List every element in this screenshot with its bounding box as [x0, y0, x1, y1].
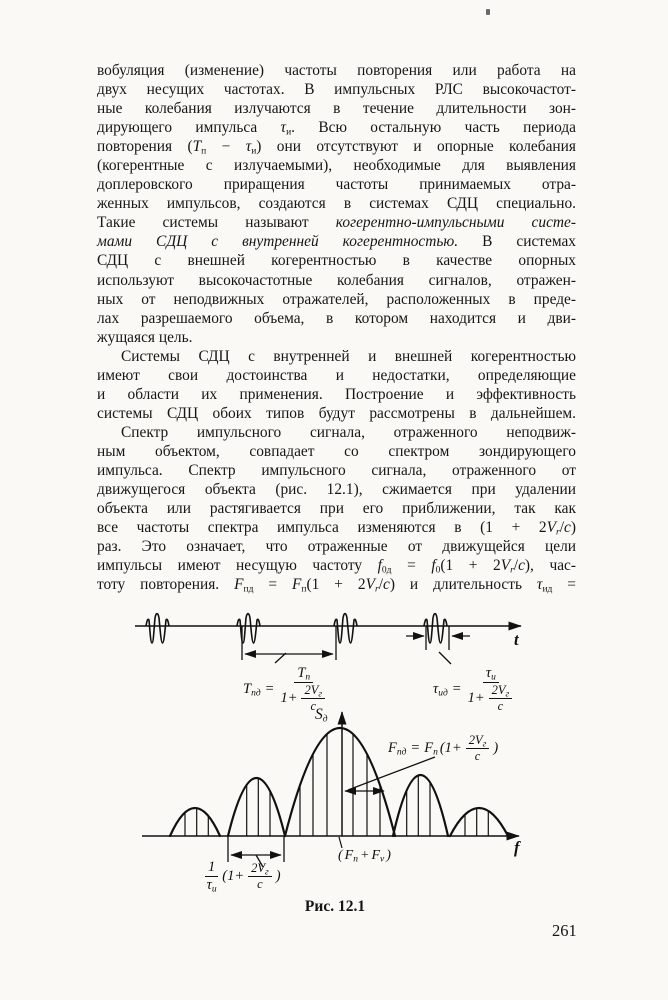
text-block	[97, 61, 576, 594]
text-line: объекта или растягивается при его приближении, так как	[97, 500, 576, 518]
page-number: 261	[552, 921, 577, 940]
text-line: вобуляция (изменение) частоты повторения или работа на	[97, 62, 576, 79]
line-label-leader	[339, 837, 342, 848]
text-line: Спектр импульсного сигнала, отраженного неподвиж-	[121, 423, 576, 441]
text-line: двух несущих частотах. В импульсных РЛС высокочастот-	[97, 81, 576, 99]
tau-formula: $\tau_{ид}$ = $\tau_и$ 1+ $2V_г$ c	[433, 666, 516, 713]
figure-12-1	[105, 606, 575, 922]
text-line: СДЦ с внешней когерентностью в качестве опорных	[97, 252, 576, 270]
text-line: Такие системы называют когерентно-импульсными систе-	[97, 214, 576, 232]
text-line: ные колебания излучаются в течение длительности зон-	[97, 100, 576, 118]
line-spacing-label: ( $F_п$ + $F_v$ )	[338, 848, 391, 865]
text-line: импульсы имеют несущую частоту $f_{0д} = f_0(1 + 2V_r/c)$, час-	[97, 557, 576, 576]
text-line: используют высокочастотные колебания сигналов, отражен-	[97, 271, 576, 289]
lobe-width-ticks	[228, 836, 284, 862]
text-line: импульса. Спектр импульсного сигнала, отраженного от	[97, 461, 576, 479]
pulse-burst-1	[146, 614, 169, 644]
pulse-burst-4	[424, 614, 447, 644]
text-line: Системы СДЦ с внутренней и внешней когерентностью	[121, 347, 576, 365]
text-line: ных от неподвижных отражателей, расположенных в преде-	[97, 290, 576, 308]
text-line: движущегося объекта (рис. 12.1), сжимается при удалении	[97, 481, 576, 499]
spectrum-axis-label: $S_д$	[315, 706, 328, 725]
scan-artifact	[486, 9, 490, 15]
figure-caption: Рис. 12.1	[304, 898, 366, 915]
text-line: лах разрешаемого объема, в котором находится и дви-	[97, 309, 576, 327]
pulse-burst-2	[237, 614, 260, 644]
period-formula: $T_{пд}$ = $T_п$ 1+ $2V_г$ c	[243, 666, 329, 713]
text-line: дирующего импульса $\tau_и$. Всю остальную часть периода	[97, 119, 576, 138]
text-line: тоту повторения. $F_{пд} = F_п(1 + 2V_r/c)$ и длительность $\tau_{ид}$ =	[97, 576, 576, 595]
figure-plot	[105, 606, 575, 922]
text-line: системы СДЦ обоих типов будут рассмотрены в дальнейшем.	[97, 404, 576, 422]
time-axis-label: t	[514, 630, 519, 649]
text-line: раз. Это означает, что отраженные от движущейся цели	[97, 538, 576, 556]
tau-leader	[439, 652, 451, 664]
text-line: имеют свои достоинства и недостатки, определяющие	[97, 366, 576, 384]
text-line: мами СДЦ с внутренней когерентностью. В системах	[97, 233, 577, 251]
text-line: и области их применения. Построение и эффективность	[97, 385, 576, 403]
freq-axis-label: f	[514, 838, 520, 857]
text-line: повторения $(T_п - \tau_и)$ они отсутствуют и опорные колебания	[97, 138, 576, 157]
text-line: (когерентные с излучаемыми), необходимые для выявления	[97, 157, 576, 175]
pulse-burst-3	[334, 614, 357, 644]
text-line: все частоты спектра импульса изменяются в $(1 + 2V_r/c)$	[97, 519, 576, 538]
text-line: жущаяся цель.	[97, 328, 193, 346]
text-line: ным объектом, совпадает со спектром зондирующего	[97, 442, 576, 460]
rep-freq-formula: $F_{пд}$ = $F_п$ (1+ $2V_г$ c )	[388, 733, 499, 763]
text-line: доплеровского приращения частоты принимаемых отра-	[97, 176, 576, 194]
text-line: женных импульсов, создаются в системах СДЦ специально.	[97, 195, 576, 213]
lobe-width-formula: 1 $\tau_и$ (1+ $2V_г$ c )	[206, 859, 281, 895]
